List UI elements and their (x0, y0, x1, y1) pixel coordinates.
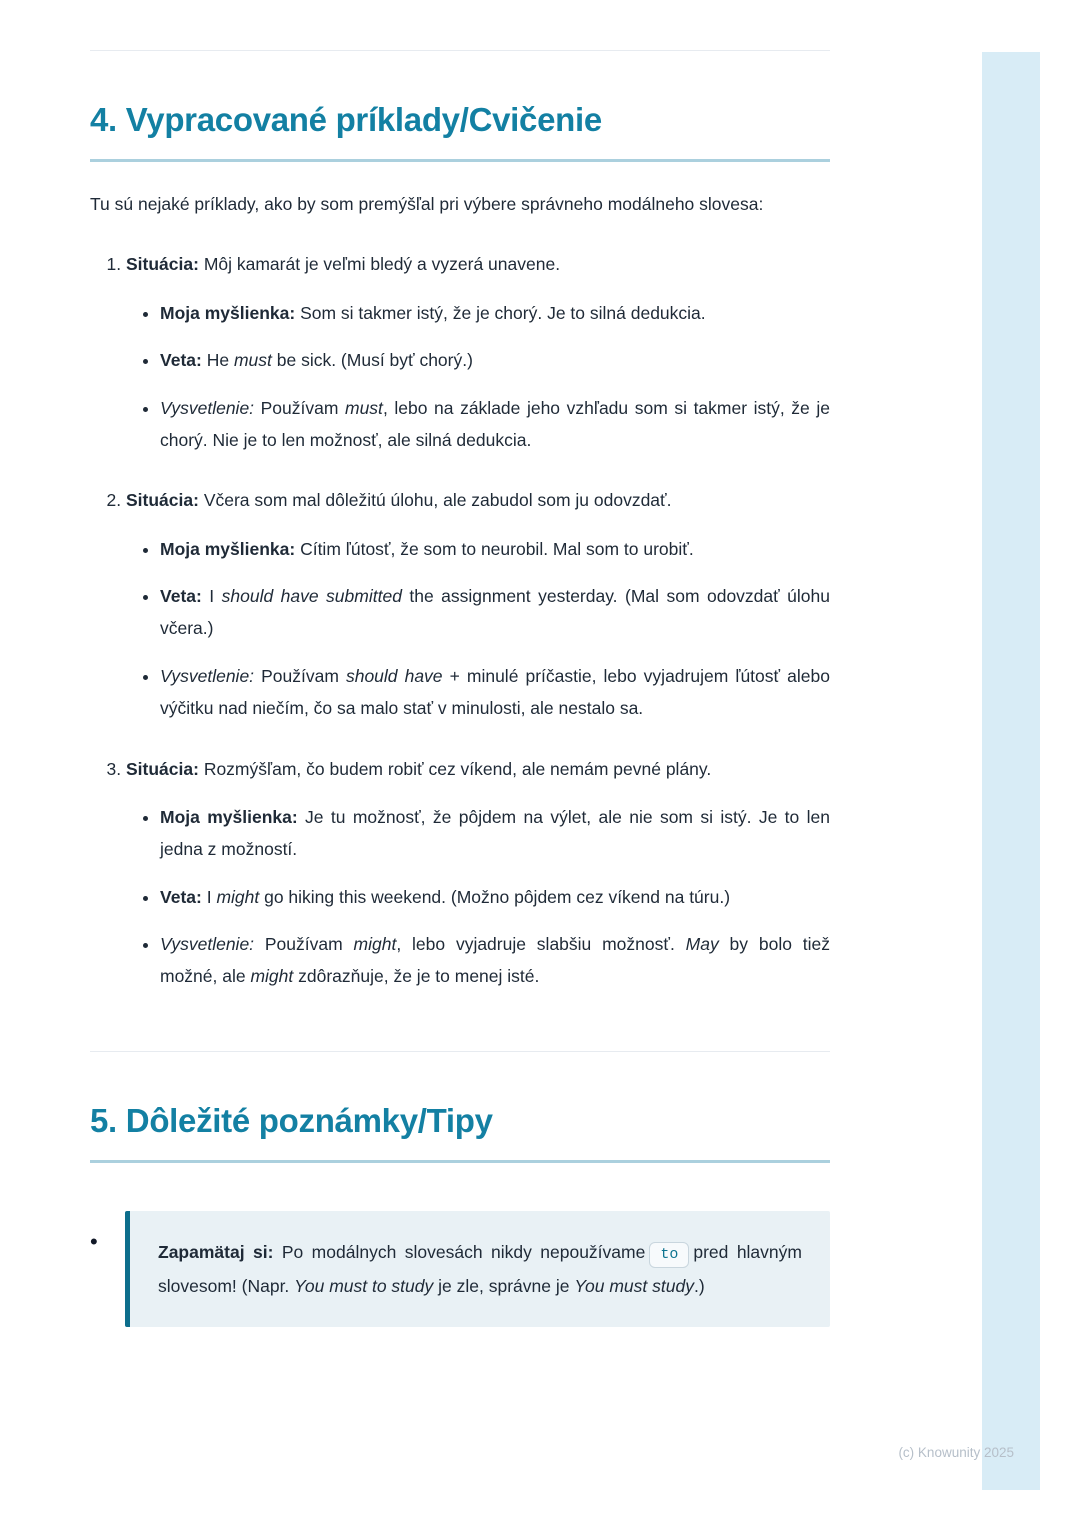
text-segment: Situácia: (126, 490, 204, 511)
example-bullets (126, 297, 830, 457)
example-bullet (160, 881, 830, 913)
text-segment: go hiking this weekend. (Možno pôjdem cez víkend na túru.) (259, 886, 731, 907)
text-segment: He (206, 350, 234, 371)
text-segment: Moja myšlienka: (160, 302, 301, 323)
example-bullet (160, 344, 830, 376)
example-situation (126, 248, 830, 280)
text-segment: You must to study (294, 1275, 434, 1296)
example-bullet (160, 580, 830, 645)
section-divider (90, 1051, 830, 1052)
example-bullets (126, 533, 830, 725)
example-bullet-text (160, 297, 830, 329)
text-segment: Vysvetlenie: (160, 665, 262, 686)
note-row (90, 1211, 830, 1327)
text-segment: Cítim ľútosť, že som to neurobil. Mal som to urobiť. (300, 538, 694, 559)
example-item (126, 248, 830, 456)
section-4-intro: Tu sú nejaké príklady, ako by som premýšľal pri výbere správneho modálneho slovesa: (90, 194, 764, 214)
text-segment: , lebo na základe jeho vzhľadu som si takmer istý, že je chorý. Nie je to len možnosť, ale silná dedukcia. (160, 397, 830, 450)
example-bullet-text (160, 801, 830, 866)
example-bullet-text (160, 580, 830, 645)
example-bullet-text (160, 660, 830, 725)
example-bullet-text (160, 928, 830, 993)
text-segment: should have (345, 665, 443, 686)
example-bullet (160, 392, 830, 457)
text-segment: , lebo vyjadruje slabšiu možnosť. (396, 934, 686, 954)
text-segment: Používam (260, 397, 345, 418)
right-margin-stripe (982, 52, 1040, 1490)
text-segment: Vysvetlenie: (160, 397, 261, 418)
text-segment: Veta: (160, 886, 207, 907)
text-segment: Po modálnych slovesách nikdy nepoužívame (281, 1241, 646, 1262)
section-5-title: 5. Dôležité poznámky/Tipy (90, 1101, 493, 1139)
note-bullet: • (90, 1228, 98, 1254)
text-segment: + minulé príčastie, lebo vyjadrujem ľútosť alebo výčitku nad niečím, čo sa malo stať v minulosti, ale nestalo sa. (160, 665, 830, 719)
example-bullet (160, 660, 830, 725)
text-segment: Môj kamarát je veľmi bledý a vyzerá unavene. (203, 254, 561, 275)
section-4-underline (90, 159, 830, 162)
example-bullet (160, 928, 830, 993)
example-bullet (160, 533, 830, 565)
inline-code-badge: to (649, 1242, 689, 1268)
text-segment: je zle, správne je (433, 1275, 575, 1296)
text-segment: Situácia: (126, 254, 204, 275)
document-content (90, 0, 830, 1327)
example-bullet-text (160, 392, 830, 457)
text-segment: might (216, 886, 260, 907)
text-segment: Je tu možnosť, že pôjdem na výlet, ale nie som si istý. Je to len jedna z možností. (160, 806, 830, 860)
text-segment: Používam (264, 934, 354, 954)
examples-list (90, 248, 830, 992)
text-segment: zdôrazňuje, že je to menej isté. (293, 966, 540, 987)
section-4-title: 4. Vypracované príklady/Cvičenie (90, 101, 602, 138)
text-segment: Veta: (160, 586, 210, 606)
text-segment: Moja myšlienka: (160, 538, 301, 559)
text-segment: might (250, 966, 294, 987)
example-situation (126, 484, 830, 516)
text-segment: .) (693, 1275, 705, 1296)
text-segment: Veta: (160, 350, 207, 371)
section-5-underline (90, 1160, 830, 1163)
text-segment: Vysvetlenie: (160, 934, 265, 954)
text-segment: by bolo tiež možné, ale (160, 934, 830, 987)
text-segment: I (209, 586, 222, 606)
text-segment: Situácia: (126, 758, 204, 779)
text-segment: Moja myšlienka: (160, 806, 306, 827)
text-segment: You must study (574, 1275, 694, 1296)
callout-text (158, 1235, 802, 1303)
text-segment: May (685, 934, 719, 954)
text-segment: Zapamätaj si: (158, 1241, 282, 1262)
text-segment: I (206, 886, 217, 907)
example-item (126, 753, 830, 993)
example-bullet (160, 297, 830, 329)
text-segment: Som si takmer istý, že je chorý. Je to silná dedukcia. (300, 302, 706, 323)
example-item (126, 484, 830, 724)
example-bullets (126, 801, 830, 993)
text-segment: be sick. (Musí byť chorý.) (271, 350, 473, 371)
text-segment: pred hlavným slovesom! (Napr. (158, 1241, 802, 1296)
example-bullet (160, 801, 830, 866)
text-segment: Rozmýšľam, čo budem robiť cez víkend, ale nemám pevné plány. (203, 758, 712, 779)
text-segment: must (345, 397, 383, 418)
example-bullet-text (160, 344, 830, 376)
example-situation (126, 753, 830, 785)
text-segment: should have submitted (221, 586, 402, 606)
text-segment: might (353, 934, 397, 954)
top-divider (90, 50, 830, 51)
text-segment: Používam (261, 665, 346, 686)
example-bullet-text (160, 533, 830, 565)
example-bullet-text (160, 881, 830, 913)
callout-note (125, 1211, 830, 1327)
text-segment: the assignment yesterday. (Mal som odovzdať úlohu včera.) (160, 586, 830, 639)
copyright: (c) Knowunity 2025 (898, 1445, 1014, 1460)
text-segment: must (233, 350, 272, 371)
text-segment: Včera som mal dôležitú úlohu, ale zabudol som ju odovzdať. (203, 490, 672, 511)
